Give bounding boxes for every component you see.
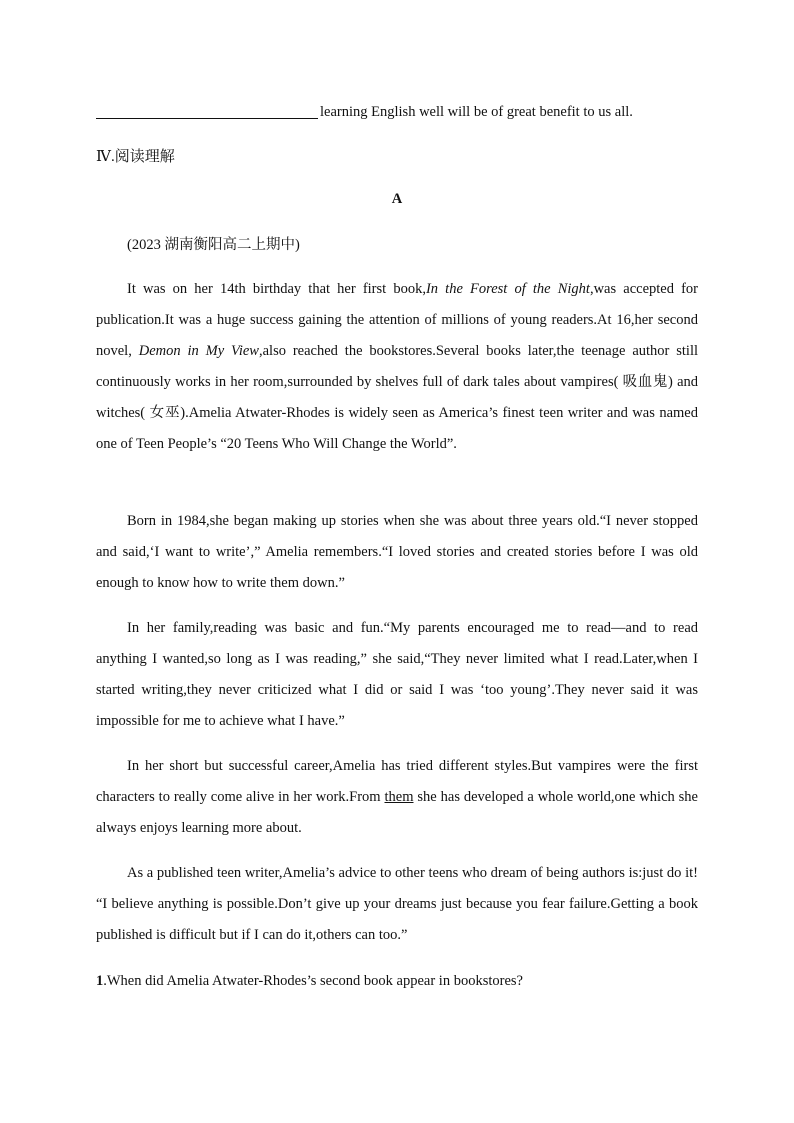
question-text: .When did Amelia Atwater-Rhodes’s second book appear in bookstores? [103, 973, 523, 989]
section-heading: Ⅳ.阅读理解 [96, 149, 175, 165]
book-title-2: Demon in My View [138, 343, 259, 359]
paragraph-1 [96, 274, 698, 460]
p4-text-b: she has developed a whole world,one which she always enjoys learning more about. [96, 789, 698, 836]
underlined-word: them [384, 789, 414, 805]
source-note: (2023 湖南衡阳高二上期中) [127, 237, 300, 253]
sentence-text: learning English well will be of great benefit to us all. [320, 104, 633, 120]
question-number: 1 [96, 973, 104, 989]
p4-text-a: In her short but successful career,Amelia has tried different styles.But vampires were the first characters to really come alive in her work.From [96, 758, 698, 805]
p3-text: In her family,reading was basic and fun.“My parents encouraged me to read—and to read anything I wanted,so long as I was reading,” she said,“They never limited what I read.Later,when I started writing,they never criticized what I did or said I was ‘too young’.They never said it was impossible for me to achieve what I have.” [96, 620, 698, 729]
p5-text: As a published teen writer,Amelia’s advice to other teens who dream of being authors is:just do it! “I believe anything is possible.Don’t give up your dreams just because you fear failure.Getting a book published is difficult but if I can do it,others can too.” [96, 865, 698, 943]
passage-label: A [391, 191, 403, 207]
p1-text-a: It was on her 14th birthday that her first book, [127, 281, 426, 297]
question-1 [96, 971, 523, 991]
answer-blank[interactable] [96, 104, 318, 119]
paragraph-3 [96, 613, 698, 737]
p2-text: Born in 1984,she began making up stories when she was about three years old.“I never stopped and said,‘I want to write’,” Amelia remembers.“I loved stories and created stories before I was old enough to know how to write them down.” [96, 513, 698, 591]
paragraph-2 [96, 506, 698, 599]
paragraph-5 [96, 858, 698, 951]
fill-in-line [96, 102, 633, 122]
book-title-1: In the Forest of the Night [425, 281, 590, 297]
p1-text-b: ,was accepted for publication.It was a huge success gaining the attention of millions of young readers.At 16,her second novel, [96, 281, 699, 359]
p1-text-c: ,also reached the bookstores.Several books later,the teenage author still continuously works in her room,surrounded by shelves full of dark tales about vampires( 吸血鬼) and witches( 女巫).Amelia Atwater-Rhodes is widely seen as America’s finest teen writer and was named one of Teen People’s “20 Teens Who Will Change the World”. [96, 343, 698, 452]
paragraph-4 [96, 751, 698, 844]
